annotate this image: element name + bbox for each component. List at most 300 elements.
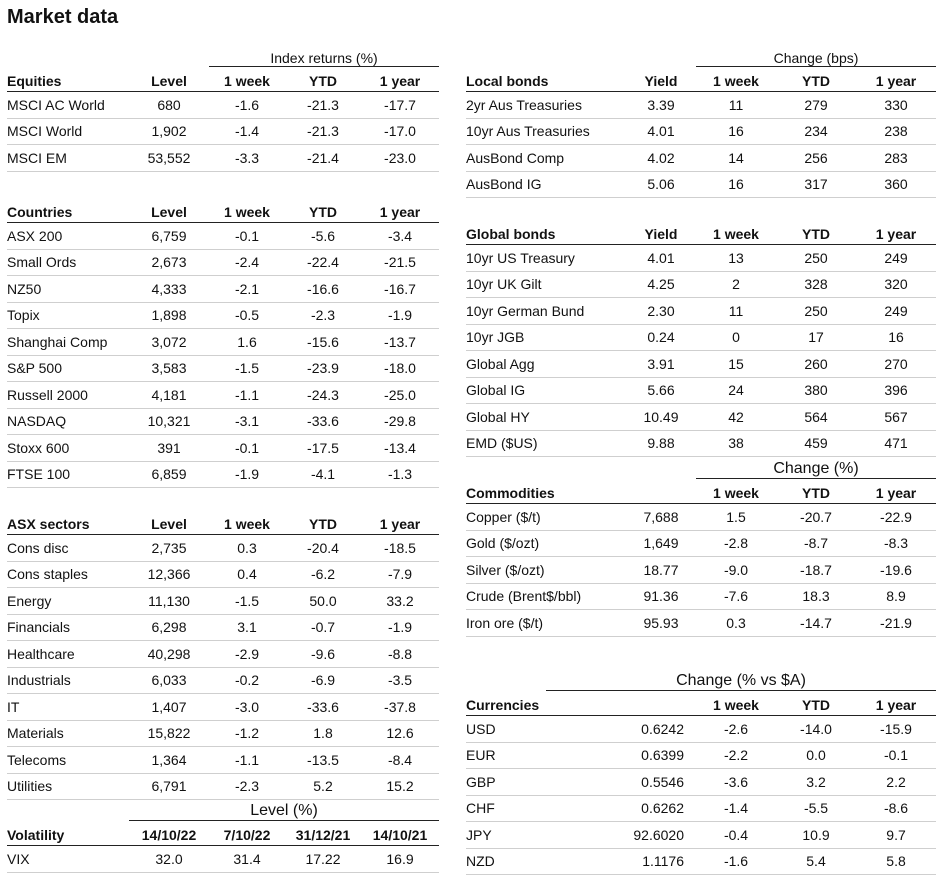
1year-cell: -17.0 (361, 118, 439, 145)
currencies-table-block (466, 670, 936, 875)
currencies-header: Currencies (466, 691, 546, 716)
1year-cell: -18.5 (361, 535, 439, 562)
column-header-date: 31/12/21 (285, 821, 361, 846)
1week-cell: -2.3 (209, 773, 285, 800)
1year-cell: -8.3 (856, 530, 936, 557)
1week-cell: 42 (696, 404, 776, 431)
ytd-cell: -6.9 (285, 667, 361, 694)
1week-cell: -1.1 (209, 747, 285, 774)
1week-cell: 2 (696, 271, 776, 298)
column-header-level: Level (129, 510, 209, 535)
row-label: AusBond IG (466, 171, 626, 198)
1week-cell: 1.5 (696, 504, 776, 531)
yield-cell: 4.02 (626, 145, 696, 172)
volatility-group-label: Level (%) (129, 800, 439, 821)
page-title: Market data (7, 6, 119, 28)
level-cell: 2,735 (129, 535, 209, 562)
rate-cell: 0.5546 (546, 769, 696, 796)
table-row (466, 530, 936, 557)
1year-cell: 320 (856, 271, 936, 298)
level-cell: 1,902 (129, 118, 209, 145)
rate-cell: 0.6262 (546, 795, 696, 822)
1year-cell: -16.7 (361, 276, 439, 303)
local-bonds-header: Local bonds (466, 67, 626, 92)
1year-cell: -13.7 (361, 329, 439, 356)
1year-cell: 567 (856, 404, 936, 431)
row-label: Materials (7, 720, 129, 747)
1year-cell: 471 (856, 430, 936, 457)
1week-cell: -0.1 (209, 435, 285, 462)
yield-cell: 5.66 (626, 377, 696, 404)
ytd-cell: -33.6 (285, 408, 361, 435)
currencies-group-label: Change (% vs $A) (546, 670, 936, 691)
currencies-table (466, 670, 936, 875)
yield-cell: 4.01 (626, 118, 696, 145)
1year-cell: -1.3 (361, 461, 439, 488)
equities-table-block (7, 46, 439, 172)
level-cell: 391 (129, 435, 209, 462)
1week-cell: -1.4 (696, 795, 776, 822)
1week-cell: -0.4 (696, 822, 776, 849)
value-cell: 32.0 (129, 846, 209, 873)
column-header-ytd: YTD (776, 691, 856, 716)
column-header-1year: 1 year (361, 510, 439, 535)
1year-cell: 9.7 (856, 822, 936, 849)
1week-cell: -7.6 (696, 583, 776, 610)
ytd-cell: -22.4 (285, 249, 361, 276)
1week-cell: -1.2 (209, 720, 285, 747)
table-row (466, 324, 936, 351)
row-label: GBP (466, 769, 546, 796)
column-header-1year: 1 year (856, 220, 936, 245)
1year-cell: 2.2 (856, 769, 936, 796)
ytd-cell: -24.3 (285, 382, 361, 409)
ytd-cell: -18.7 (776, 557, 856, 584)
row-label: Small Ords (7, 249, 129, 276)
ytd-cell: -16.6 (285, 276, 361, 303)
asx-sectors-table (7, 510, 439, 800)
global-bonds-header: Global bonds (466, 220, 626, 245)
table-row (7, 641, 439, 668)
column-header-1week: 1 week (209, 198, 285, 223)
column-header-1year: 1 year (856, 691, 936, 716)
row-label: FTSE 100 (7, 461, 129, 488)
ytd-cell: 0.0 (776, 742, 856, 769)
row-label: AusBond Comp (466, 145, 626, 172)
1year-cell: 330 (856, 92, 936, 119)
1year-cell: 8.9 (856, 583, 936, 610)
rate-cell: 1.1176 (546, 848, 696, 875)
1year-cell: -13.4 (361, 435, 439, 462)
row-label: EUR (466, 742, 546, 769)
1year-cell: 360 (856, 171, 936, 198)
table-row (466, 716, 936, 743)
level-cell: 4,181 (129, 382, 209, 409)
row-label: NZ50 (7, 276, 129, 303)
local-bonds-group-label: Change (bps) (696, 46, 936, 67)
ytd-cell: 234 (776, 118, 856, 145)
1week-cell: 1.6 (209, 329, 285, 356)
row-label: Financials (7, 614, 129, 641)
1year-cell: -3.4 (361, 223, 439, 250)
1week-cell: -0.1 (209, 223, 285, 250)
row-label: Cons staples (7, 561, 129, 588)
asx-sectors-header: ASX sectors (7, 510, 129, 535)
1week-cell: -2.4 (209, 249, 285, 276)
table-row (466, 795, 936, 822)
row-label: Russell 2000 (7, 382, 129, 409)
1year-cell: -8.6 (856, 795, 936, 822)
1year-cell: -0.1 (856, 742, 936, 769)
level-cell: 40,298 (129, 641, 209, 668)
equities-group-label: Index returns (%) (209, 46, 439, 67)
1year-cell: 238 (856, 118, 936, 145)
global-bonds-table-block (466, 220, 936, 457)
1week-cell: -1.5 (209, 588, 285, 615)
level-cell: 53,552 (129, 145, 209, 172)
yield-cell: 10.49 (626, 404, 696, 431)
1week-cell: 13 (696, 245, 776, 272)
column-header-date: 14/10/21 (361, 821, 439, 846)
level-cell: 11,130 (129, 588, 209, 615)
table-row (7, 276, 439, 303)
1year-cell: -15.9 (856, 716, 936, 743)
column-header-price (626, 479, 696, 504)
level-cell: 12,366 (129, 561, 209, 588)
1week-cell: 11 (696, 92, 776, 119)
row-label: Telecoms (7, 747, 129, 774)
row-label: Shanghai Comp (7, 329, 129, 356)
1week-cell: -1.9 (209, 461, 285, 488)
table-row (7, 408, 439, 435)
rate-cell: 0.6242 (546, 716, 696, 743)
ytd-cell: -23.9 (285, 355, 361, 382)
ytd-cell: 380 (776, 377, 856, 404)
yield-cell: 0.24 (626, 324, 696, 351)
1week-cell: -1.6 (209, 92, 285, 119)
1week-cell: 11 (696, 298, 776, 325)
1year-cell: 33.2 (361, 588, 439, 615)
1year-cell: -1.9 (361, 614, 439, 641)
level-cell: 6,791 (129, 773, 209, 800)
level-cell: 3,583 (129, 355, 209, 382)
column-header-1week: 1 week (696, 479, 776, 504)
table-row (466, 377, 936, 404)
ytd-cell: 10.9 (776, 822, 856, 849)
1week-cell: 0.4 (209, 561, 285, 588)
ytd-cell: -21.3 (285, 118, 361, 145)
volatility-table (7, 800, 439, 873)
table-row (466, 557, 936, 584)
table-row (466, 583, 936, 610)
table-row (466, 298, 936, 325)
ytd-cell: -21.4 (285, 145, 361, 172)
1year-cell: -23.0 (361, 145, 439, 172)
1week-cell: 3.1 (209, 614, 285, 641)
table-row (7, 773, 439, 800)
yield-cell: 2.30 (626, 298, 696, 325)
1week-cell: 16 (696, 118, 776, 145)
1week-cell: 15 (696, 351, 776, 378)
ytd-cell: 279 (776, 92, 856, 119)
row-label: Stoxx 600 (7, 435, 129, 462)
rate-cell: 92.6020 (546, 822, 696, 849)
row-label: Global IG (466, 377, 626, 404)
ytd-cell: 564 (776, 404, 856, 431)
table-row (7, 223, 439, 250)
table-row (466, 742, 936, 769)
table-row (466, 848, 936, 875)
table-row (7, 535, 439, 562)
row-label: 10yr Aus Treasuries (466, 118, 626, 145)
row-label: JPY (466, 822, 546, 849)
1year-cell: 270 (856, 351, 936, 378)
1week-cell: 0.3 (209, 535, 285, 562)
ytd-cell: 18.3 (776, 583, 856, 610)
1week-cell: -2.2 (696, 742, 776, 769)
row-label: 10yr German Bund (466, 298, 626, 325)
row-label: NZD (466, 848, 546, 875)
column-header-level: Level (129, 67, 209, 92)
table-row (7, 249, 439, 276)
table-row (7, 747, 439, 774)
1week-cell: -3.1 (209, 408, 285, 435)
volatility-header: Volatility (7, 821, 129, 846)
ytd-cell: 459 (776, 430, 856, 457)
ytd-cell: 5.2 (285, 773, 361, 800)
column-header-level: Level (129, 198, 209, 223)
column-header-ytd: YTD (285, 198, 361, 223)
table-row (466, 430, 936, 457)
price-cell: 18.77 (626, 557, 696, 584)
ytd-cell: 17 (776, 324, 856, 351)
value-cell: 31.4 (209, 846, 285, 873)
row-label: CHF (466, 795, 546, 822)
row-label: 10yr UK Gilt (466, 271, 626, 298)
column-header-1week: 1 week (696, 220, 776, 245)
1year-cell: 249 (856, 298, 936, 325)
price-cell: 1,649 (626, 530, 696, 557)
table-row (7, 694, 439, 721)
level-cell: 3,072 (129, 329, 209, 356)
row-label: Cons disc (7, 535, 129, 562)
level-cell: 1,898 (129, 302, 209, 329)
yield-cell: 4.25 (626, 271, 696, 298)
column-header-ytd: YTD (776, 479, 856, 504)
1year-cell: -18.0 (361, 355, 439, 382)
1week-cell: -2.9 (209, 641, 285, 668)
row-label: MSCI AC World (7, 92, 129, 119)
countries-table-block (7, 198, 439, 488)
1week-cell: 16 (696, 171, 776, 198)
row-label: MSCI EM (7, 145, 129, 172)
row-label: Healthcare (7, 641, 129, 668)
1week-cell: -2.8 (696, 530, 776, 557)
table-row (466, 118, 936, 145)
table-row (466, 92, 936, 119)
row-label: 2yr Aus Treasuries (466, 92, 626, 119)
ytd-cell: -5.5 (776, 795, 856, 822)
ytd-cell: 250 (776, 245, 856, 272)
1week-cell: 14 (696, 145, 776, 172)
table-row (7, 720, 439, 747)
1week-cell: -1.4 (209, 118, 285, 145)
ytd-cell: -5.6 (285, 223, 361, 250)
level-cell: 1,364 (129, 747, 209, 774)
table-row (466, 351, 936, 378)
1week-cell: -3.3 (209, 145, 285, 172)
row-label: 10yr JGB (466, 324, 626, 351)
commodities-table (466, 458, 936, 637)
ytd-cell: 5.4 (776, 848, 856, 875)
1year-cell: -3.5 (361, 667, 439, 694)
price-cell: 91.36 (626, 583, 696, 610)
table-row (7, 118, 439, 145)
table-row (466, 822, 936, 849)
1year-cell: -37.8 (361, 694, 439, 721)
level-cell: 1,407 (129, 694, 209, 721)
table-row (7, 461, 439, 488)
column-header-yield: Yield (626, 220, 696, 245)
table-row (7, 435, 439, 462)
table-row (466, 171, 936, 198)
row-label: S&P 500 (7, 355, 129, 382)
column-header-1week: 1 week (696, 691, 776, 716)
price-cell: 95.93 (626, 610, 696, 637)
ytd-cell: -17.5 (285, 435, 361, 462)
table-row (466, 404, 936, 431)
ytd-cell: -8.7 (776, 530, 856, 557)
local-bonds-table (466, 46, 936, 198)
ytd-cell: -9.6 (285, 641, 361, 668)
1year-cell: 5.8 (856, 848, 936, 875)
column-header-1year: 1 year (361, 67, 439, 92)
value-cell: 16.9 (361, 846, 439, 873)
1year-cell: -7.9 (361, 561, 439, 588)
ytd-cell: -14.0 (776, 716, 856, 743)
1week-cell: -3.6 (696, 769, 776, 796)
table-row (7, 667, 439, 694)
1year-cell: -8.4 (361, 747, 439, 774)
column-header-date: 7/10/22 (209, 821, 285, 846)
level-cell: 6,033 (129, 667, 209, 694)
level-cell: 6,859 (129, 461, 209, 488)
1year-cell: -8.8 (361, 641, 439, 668)
ytd-cell: 250 (776, 298, 856, 325)
table-row (7, 302, 439, 329)
table-row (466, 271, 936, 298)
1week-cell: 24 (696, 377, 776, 404)
row-label: Topix (7, 302, 129, 329)
ytd-cell: -15.6 (285, 329, 361, 356)
countries-table (7, 198, 439, 488)
row-label: Utilities (7, 773, 129, 800)
1year-cell: -22.9 (856, 504, 936, 531)
row-label: MSCI World (7, 118, 129, 145)
table-row (466, 145, 936, 172)
yield-cell: 3.91 (626, 351, 696, 378)
ytd-cell: 260 (776, 351, 856, 378)
1year-cell: -29.8 (361, 408, 439, 435)
1week-cell: -0.2 (209, 667, 285, 694)
row-label: 10yr US Treasury (466, 245, 626, 272)
1week-cell: -1.6 (696, 848, 776, 875)
ytd-cell: -4.1 (285, 461, 361, 488)
column-header-ytd: YTD (776, 67, 856, 92)
column-header-1week: 1 week (209, 67, 285, 92)
ytd-cell: 3.2 (776, 769, 856, 796)
level-cell: 6,759 (129, 223, 209, 250)
column-header-1year: 1 year (361, 198, 439, 223)
column-header-date: 14/10/22 (129, 821, 209, 846)
table-row (7, 561, 439, 588)
table-row (7, 614, 439, 641)
yield-cell: 5.06 (626, 171, 696, 198)
table-row (466, 610, 936, 637)
ytd-cell: -0.7 (285, 614, 361, 641)
1year-cell: -21.9 (856, 610, 936, 637)
column-header-yield: Yield (626, 67, 696, 92)
column-header-1week: 1 week (696, 67, 776, 92)
1week-cell: -1.5 (209, 355, 285, 382)
yield-cell: 3.39 (626, 92, 696, 119)
1year-cell: 15.2 (361, 773, 439, 800)
row-label: Crude (Brent$/bbl) (466, 583, 626, 610)
equities-table (7, 46, 439, 172)
ytd-cell: -6.2 (285, 561, 361, 588)
table-row (466, 769, 936, 796)
table-row (7, 92, 439, 119)
ytd-cell: -21.3 (285, 92, 361, 119)
equities-header: Equities (7, 67, 129, 92)
row-label: Silver ($/ozt) (466, 557, 626, 584)
1week-cell: -9.0 (696, 557, 776, 584)
level-cell: 2,673 (129, 249, 209, 276)
level-cell: 10,321 (129, 408, 209, 435)
row-label: ASX 200 (7, 223, 129, 250)
row-label: Energy (7, 588, 129, 615)
1year-cell: -25.0 (361, 382, 439, 409)
row-label: VIX (7, 846, 129, 873)
1year-cell: 249 (856, 245, 936, 272)
column-header-1year: 1 year (856, 67, 936, 92)
commodities-table-block (466, 458, 936, 637)
column-header-1week: 1 week (209, 510, 285, 535)
level-cell: 4,333 (129, 276, 209, 303)
1year-cell: -17.7 (361, 92, 439, 119)
rate-cell: 0.6399 (546, 742, 696, 769)
ytd-cell: 50.0 (285, 588, 361, 615)
table-row (466, 504, 936, 531)
row-label: Global Agg (466, 351, 626, 378)
table-row (7, 355, 439, 382)
ytd-cell: -14.7 (776, 610, 856, 637)
1year-cell: -19.6 (856, 557, 936, 584)
table-row (7, 145, 439, 172)
table-row (7, 329, 439, 356)
column-header-1year: 1 year (856, 479, 936, 504)
column-header-rate (546, 691, 696, 716)
1week-cell: -2.1 (209, 276, 285, 303)
1year-cell: 396 (856, 377, 936, 404)
1week-cell: 0.3 (696, 610, 776, 637)
table-row (466, 245, 936, 272)
price-cell: 7,688 (626, 504, 696, 531)
level-cell: 15,822 (129, 720, 209, 747)
1year-cell: 16 (856, 324, 936, 351)
row-label: Gold ($/ozt) (466, 530, 626, 557)
ytd-cell: 1.8 (285, 720, 361, 747)
